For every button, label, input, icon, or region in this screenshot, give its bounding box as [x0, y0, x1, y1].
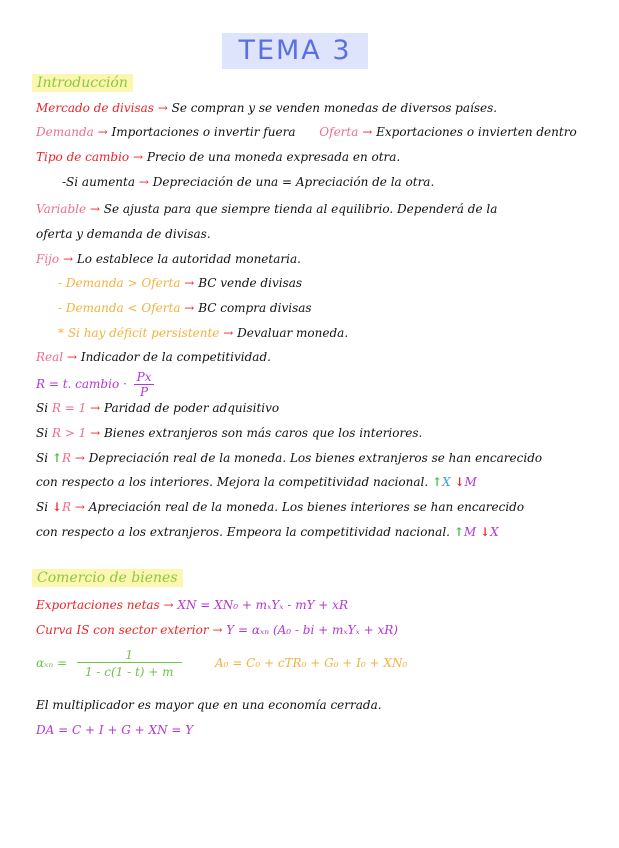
line-deficit	[58, 326, 348, 340]
line-variable	[36, 202, 497, 216]
arrow-icon: →	[74, 451, 85, 465]
condition-label: R > 1	[51, 426, 87, 440]
term-label: - Demanda < Oferta	[58, 301, 181, 315]
term-label: Real	[36, 350, 64, 364]
definition-text: El multiplicador es mayor que en una economía cerrada.	[36, 698, 382, 712]
variable-m: M	[463, 525, 477, 539]
arrow-icon: →	[163, 598, 174, 612]
arrow-up-icon: ↑	[432, 475, 443, 489]
definition-text: Indicador de la competitividad.	[80, 350, 271, 364]
line-si-r-sube	[36, 451, 542, 465]
fraction-denominator: 1 - c(1 - t) + m	[84, 665, 174, 679]
formula-da: DA = C + I + G + XN = Y	[36, 723, 194, 737]
definition-text: Si	[36, 401, 49, 415]
arrow-icon: →	[97, 125, 108, 139]
fraction	[134, 370, 155, 399]
definition-text: Depreciación de una = Apreciación de la otra.	[152, 175, 435, 189]
line-tipo-cambio	[36, 150, 400, 164]
definition-text: Lo establece la autoridad monetaria.	[76, 252, 301, 266]
formula-text: Y = αₓₙ (A₀ - bi + mₓYₓ + xR)	[226, 623, 398, 637]
arrow-up-icon: ↑	[453, 525, 464, 539]
definition-text: Paridad de poder adquisitivo	[103, 401, 280, 415]
arrow-icon: →	[133, 150, 144, 164]
arrow-icon: →	[62, 252, 73, 266]
formula-label: R = t. cambio ·	[36, 377, 127, 391]
term-label: Mercado de divisas	[36, 101, 154, 115]
arrow-icon: →	[74, 500, 85, 514]
arrow-up-icon: ↑	[51, 451, 62, 465]
definition-text: Depreciación real de la moneda. Los bienes extranjeros se han encarecido	[88, 451, 543, 465]
arrow-icon: →	[223, 326, 234, 340]
line-si-r-mayor	[36, 426, 422, 440]
arrow-icon: →	[184, 276, 195, 290]
definition-text: Se compran y se venden monedas de diversos países.	[171, 101, 498, 115]
definition-text: Si	[36, 500, 49, 514]
line-variable-cont	[36, 227, 211, 241]
definition-text: oferta y demanda de divisas.	[36, 227, 211, 241]
section-heading-comercio: Comercio de bienes	[32, 569, 183, 587]
fraction-numerator: 1	[77, 648, 182, 663]
definition-text: Importaciones o invertir fuera	[111, 125, 296, 139]
page-title: TEMA 3	[222, 33, 368, 69]
line-multiplicador	[36, 698, 382, 712]
variable-x: X	[490, 525, 499, 539]
definition-text: Apreciación real de la moneda. Los bienes interiores se han encarecido	[88, 500, 525, 514]
arrow-icon: →	[90, 426, 101, 440]
variable-x: X	[442, 475, 451, 489]
arrow-down-icon: ↓	[454, 475, 465, 489]
term-label: Curva IS con sector exterior	[36, 623, 209, 637]
definition-text: con respecto a los extranjeros. Empeora la competitividad nacional.	[36, 525, 450, 539]
definition-text: Se ajusta para que siempre tienda al equilibrio. Dependerá de la	[103, 202, 498, 216]
line-demanda-mayor	[58, 276, 302, 290]
condition-label: R	[61, 451, 71, 465]
definition-text: BC compra divisas	[198, 301, 312, 315]
line-curva-is	[36, 623, 398, 637]
condition-label: R	[61, 500, 71, 514]
arrow-icon: →	[157, 101, 168, 115]
definition-text: Bienes extranjeros son más caros que los interiores.	[103, 426, 423, 440]
term-label: Variable	[36, 202, 87, 216]
line-si-r-igual	[36, 401, 279, 415]
fraction-numerator: Px	[134, 370, 155, 385]
arrow-icon: →	[184, 301, 195, 315]
variable-m: M	[464, 475, 477, 489]
definition-text: BC vende divisas	[198, 276, 303, 290]
formula-label: αₓₙ =	[36, 656, 68, 670]
arrow-icon: →	[90, 401, 101, 415]
fraction	[77, 648, 182, 679]
term-label: Exportaciones netas	[36, 598, 160, 612]
formula-text: XN = XN₀ + mₓYₓ - mY + xR	[177, 598, 348, 612]
line-si-r-sube-cont	[36, 475, 477, 489]
definition-text: -Si aumenta	[62, 175, 135, 189]
formula-r	[36, 370, 154, 399]
line-mercado-divisas	[36, 101, 497, 115]
definition-text: Si	[36, 426, 49, 440]
definition-text: Exportaciones o invierten dentro	[376, 125, 577, 139]
fraction-denominator: P	[140, 385, 149, 399]
term-label: Demanda	[36, 125, 94, 139]
line-demanda-oferta	[36, 125, 577, 139]
definition-text: con respecto a los interiores. Mejora la competitividad nacional.	[36, 475, 429, 489]
arrow-icon: →	[66, 350, 78, 364]
definition-text: Precio de una moneda expresada en otra.	[146, 150, 401, 164]
arrow-icon: →	[362, 125, 373, 139]
section-heading-introduccion: Introducción	[32, 74, 133, 92]
line-si-r-baja-cont	[36, 525, 499, 539]
arrow-icon: →	[138, 175, 149, 189]
term-label: Tipo de cambio	[36, 150, 130, 164]
formula-multiplicador	[36, 648, 182, 679]
arrow-down-icon: ↓	[480, 525, 491, 539]
arrow-icon: →	[212, 623, 223, 637]
line-exportaciones-netas	[36, 598, 348, 612]
term-label: Fijo	[36, 252, 60, 266]
arrow-icon: →	[89, 202, 100, 216]
definition-text: Devaluar moneda.	[237, 326, 349, 340]
formula-a0: A₀ = C₀ + cTR₀ + G₀ + I₀ + XN₀	[215, 656, 408, 670]
line-fijo	[36, 252, 301, 266]
arrow-down-icon: ↓	[51, 500, 62, 514]
term-label: * Si hay déficit persistente	[58, 326, 220, 340]
condition-label: R = 1	[51, 401, 87, 415]
term-label: Oferta	[319, 125, 359, 139]
line-si-r-baja	[36, 500, 524, 514]
line-real	[36, 350, 271, 364]
line-si-aumenta	[62, 175, 434, 189]
term-label: - Demanda > Oferta	[58, 276, 181, 290]
line-demanda-menor	[58, 301, 312, 315]
definition-text: Si	[36, 451, 49, 465]
